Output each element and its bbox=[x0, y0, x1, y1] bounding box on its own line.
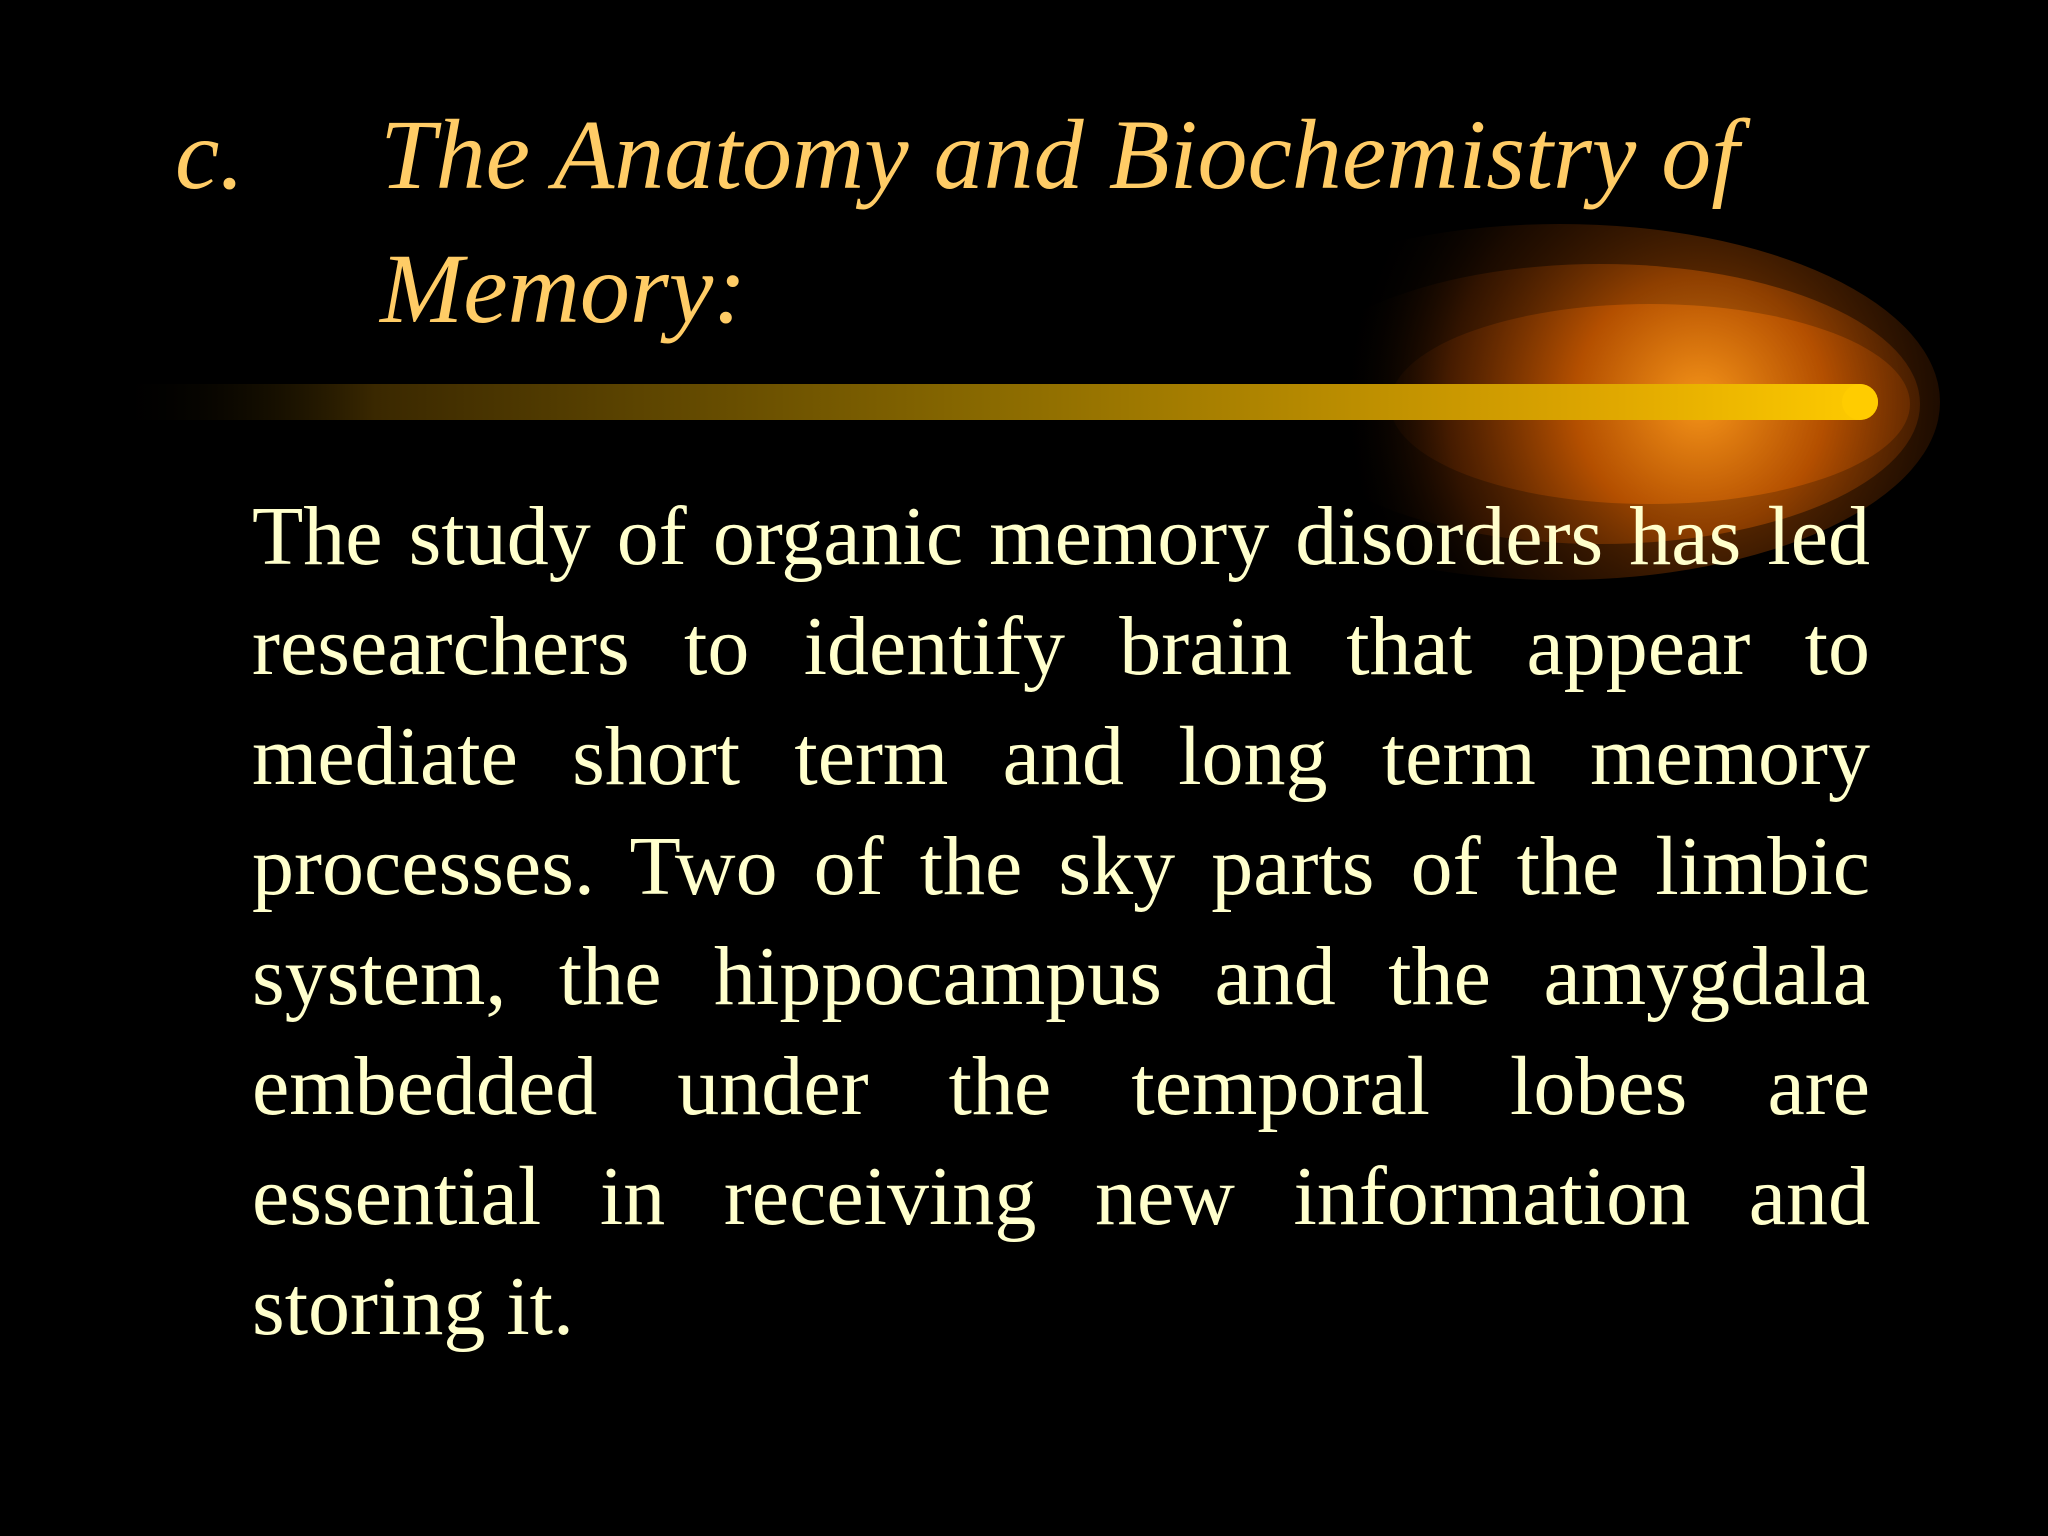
slide-title: The Anatomy and Biochemistry of Memory: bbox=[380, 99, 1740, 344]
title-list-marker: c. bbox=[175, 99, 245, 210]
slide-body-text: The study of organic memory disorders has led researchers to identify brain that appear to mediate short term and long term memory processes. Two of the sky parts of the limbic system, the hippocampus and the amygdala embedded under the temporal lobes are essential in receiving new information and storing it. bbox=[252, 490, 1870, 1353]
